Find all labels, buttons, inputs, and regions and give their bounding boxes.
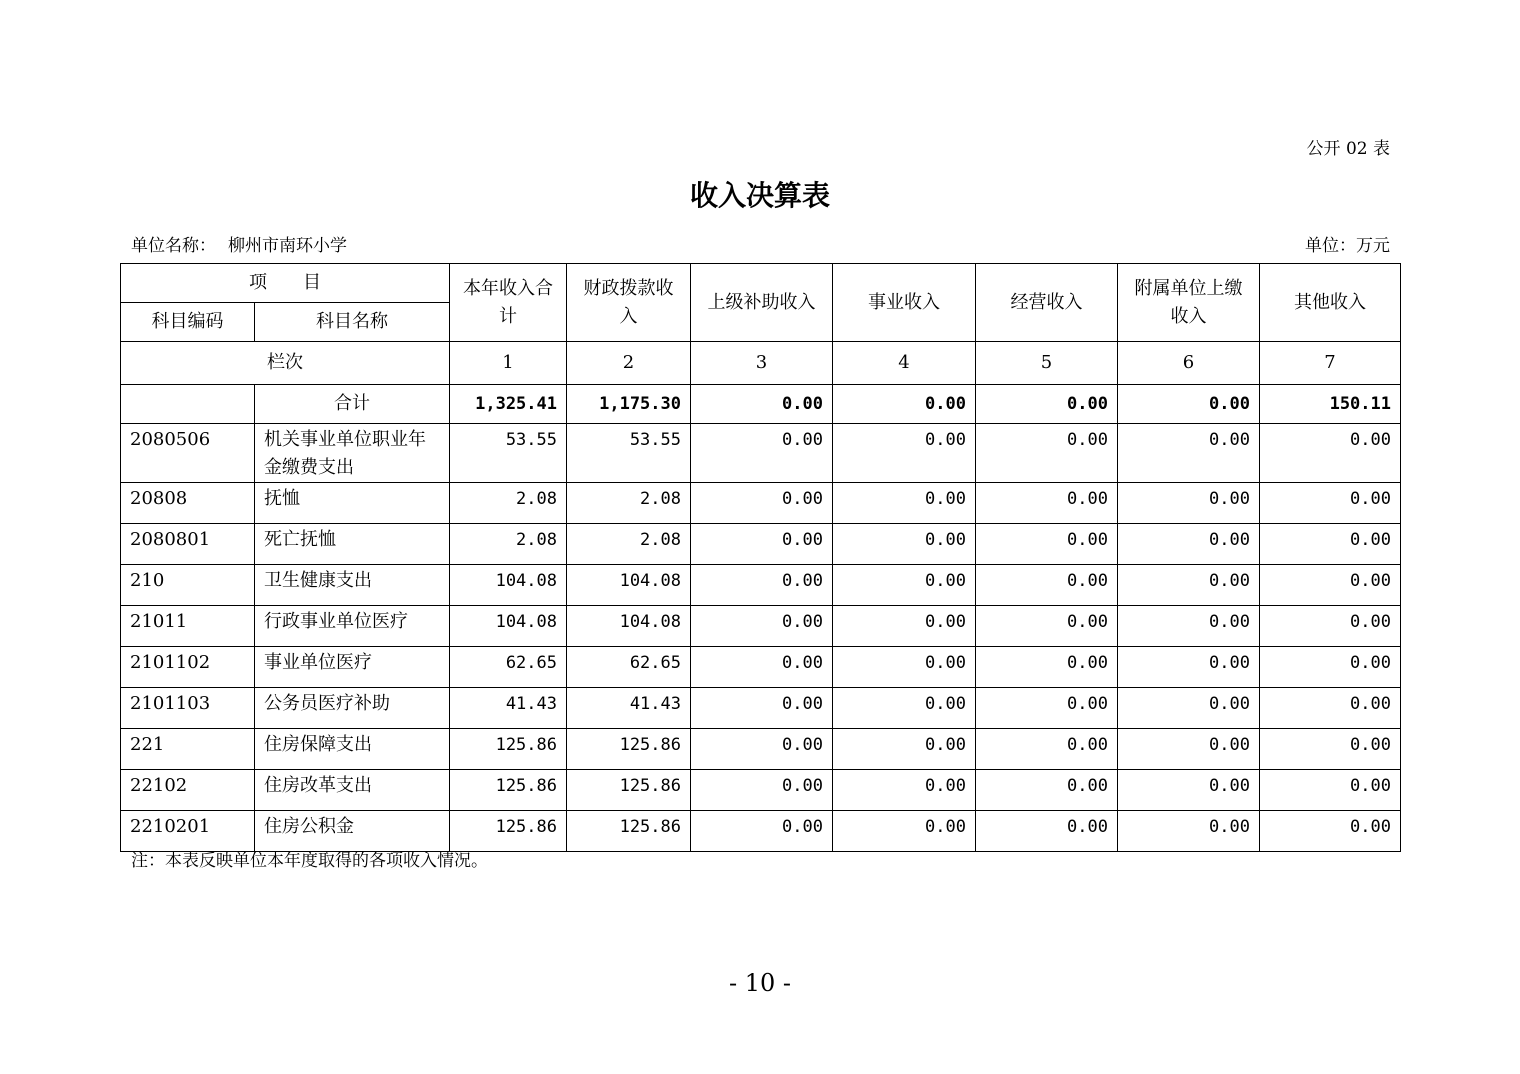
lanci-col: 6 [1118,342,1260,385]
row-value: 0.00 [976,424,1118,483]
row-value: 0.00 [1260,811,1401,852]
row-value: 0.00 [833,770,976,811]
row-code: 210 [121,565,255,606]
row-value: 0.00 [833,424,976,483]
row-value: 0.00 [833,729,976,770]
summary-value: 1,175.30 [567,385,691,424]
lanci-col: 5 [976,342,1118,385]
table-note: 注：本表反映单位本年度取得的各项收入情况。 [131,851,488,871]
row-name: 死亡抚恤 [255,524,450,565]
table-row [121,524,1401,565]
currency-unit: 单位：万元 [1305,236,1390,256]
row-value: 0.00 [691,524,833,565]
row-value: 0.00 [976,565,1118,606]
lanci-row [121,342,1401,385]
row-name: 住房改革支出 [255,770,450,811]
header-code: 科目编码 [121,303,255,342]
row-value: 125.86 [450,770,567,811]
lanci-label: 栏次 [121,342,450,385]
unit-name-label: 单位名称： [131,236,216,256]
table-row [121,729,1401,770]
row-value: 53.55 [450,424,567,483]
row-value: 0.00 [1260,483,1401,524]
row-value: 53.55 [567,424,691,483]
table-row [121,770,1401,811]
row-value: 2.08 [567,524,691,565]
summary-value: 0.00 [691,385,833,424]
row-value: 0.00 [833,483,976,524]
row-value: 62.65 [450,647,567,688]
row-code: 21011 [121,606,255,647]
row-value: 0.00 [1118,647,1260,688]
row-value: 62.65 [567,647,691,688]
row-name: 住房保障支出 [255,729,450,770]
row-value: 41.43 [567,688,691,729]
row-name: 住房公积金 [255,811,450,852]
row-value: 0.00 [1118,606,1260,647]
row-value: 104.08 [567,565,691,606]
row-name: 卫生健康支出 [255,565,450,606]
row-value: 0.00 [691,729,833,770]
row-value: 0.00 [976,647,1118,688]
page-title: 收入决算表 [689,179,830,212]
row-value: 0.00 [833,811,976,852]
summary-value: 0.00 [976,385,1118,424]
row-value: 0.00 [691,770,833,811]
row-value: 0.00 [976,729,1118,770]
row-value: 2.08 [450,483,567,524]
header-name: 科目名称 [255,303,450,342]
table-row [121,606,1401,647]
table-row [121,565,1401,606]
row-value: 104.08 [450,565,567,606]
row-code: 221 [121,729,255,770]
row-value: 104.08 [567,606,691,647]
header-affiliated: 附属单位上缴收入 [1118,264,1260,342]
row-value: 0.00 [1260,770,1401,811]
row-value: 0.00 [691,565,833,606]
row-code: 2210201 [121,811,255,852]
header-fiscal: 财政拨款收入 [567,264,691,342]
row-value: 0.00 [833,524,976,565]
row-value: 0.00 [976,483,1118,524]
row-value: 125.86 [450,729,567,770]
income-table [120,263,1401,852]
lanci-col: 2 [567,342,691,385]
row-value: 0.00 [833,688,976,729]
row-value: 0.00 [833,647,976,688]
row-value: 0.00 [691,424,833,483]
row-value: 0.00 [1118,565,1260,606]
unit-name-value: 柳州市南环小学 [228,236,347,256]
row-value: 2.08 [450,524,567,565]
row-code: 22102 [121,770,255,811]
header-business: 事业收入 [833,264,976,342]
row-value: 0.00 [833,565,976,606]
table-row [121,424,1401,483]
summary-code [121,385,255,424]
row-name: 公务员医疗补助 [255,688,450,729]
header-other: 其他收入 [1260,264,1401,342]
row-value: 0.00 [1118,524,1260,565]
form-number: 公开 02 表 [1306,139,1390,159]
row-value: 0.00 [1260,565,1401,606]
row-value: 0.00 [976,606,1118,647]
summary-value: 0.00 [833,385,976,424]
row-value: 0.00 [1260,606,1401,647]
row-name: 抚恤 [255,483,450,524]
row-name: 事业单位医疗 [255,647,450,688]
header-superior: 上级补助收入 [691,264,833,342]
lanci-col: 1 [450,342,567,385]
lanci-col: 3 [691,342,833,385]
row-value: 0.00 [1260,424,1401,483]
row-value: 0.00 [691,606,833,647]
lanci-col: 4 [833,342,976,385]
row-value: 0.00 [1260,647,1401,688]
header-total: 本年收入合计 [450,264,567,342]
row-code: 2080801 [121,524,255,565]
row-value: 104.08 [450,606,567,647]
row-value: 0.00 [833,606,976,647]
unit-name [131,231,347,256]
table-row [121,483,1401,524]
header-item: 项 目 [121,264,450,303]
row-code: 2101102 [121,647,255,688]
row-value: 0.00 [1118,688,1260,729]
row-value: 125.86 [450,811,567,852]
row-value: 0.00 [691,811,833,852]
table-row [121,688,1401,729]
row-value: 2.08 [567,483,691,524]
row-value: 0.00 [976,688,1118,729]
row-code: 2101103 [121,688,255,729]
row-value: 0.00 [1260,729,1401,770]
row-value: 0.00 [1260,524,1401,565]
table-row [121,647,1401,688]
row-value: 0.00 [976,524,1118,565]
row-value: 0.00 [1260,688,1401,729]
row-value: 0.00 [976,811,1118,852]
row-value: 0.00 [691,483,833,524]
row-value: 0.00 [1118,424,1260,483]
summary-value: 150.11 [1260,385,1401,424]
row-value: 125.86 [567,811,691,852]
row-value: 0.00 [976,770,1118,811]
row-value: 125.86 [567,770,691,811]
row-value: 125.86 [567,729,691,770]
row-value: 0.00 [1118,483,1260,524]
row-value: 0.00 [1118,770,1260,811]
row-name: 行政事业单位医疗 [255,606,450,647]
summary-value: 0.00 [1118,385,1260,424]
row-code: 2080506 [121,424,255,483]
row-value: 0.00 [1118,811,1260,852]
row-value: 0.00 [691,647,833,688]
lanci-col: 7 [1260,342,1401,385]
summary-value: 1,325.41 [450,385,567,424]
header-operating: 经营收入 [976,264,1118,342]
summary-row [121,385,1401,424]
row-code: 20808 [121,483,255,524]
row-name: 机关事业单位职业年金缴费支出 [255,424,450,483]
summary-label: 合计 [255,385,450,424]
row-value: 0.00 [691,688,833,729]
row-value: 0.00 [1118,729,1260,770]
page-number: - 10 - [728,969,791,997]
row-value: 41.43 [450,688,567,729]
